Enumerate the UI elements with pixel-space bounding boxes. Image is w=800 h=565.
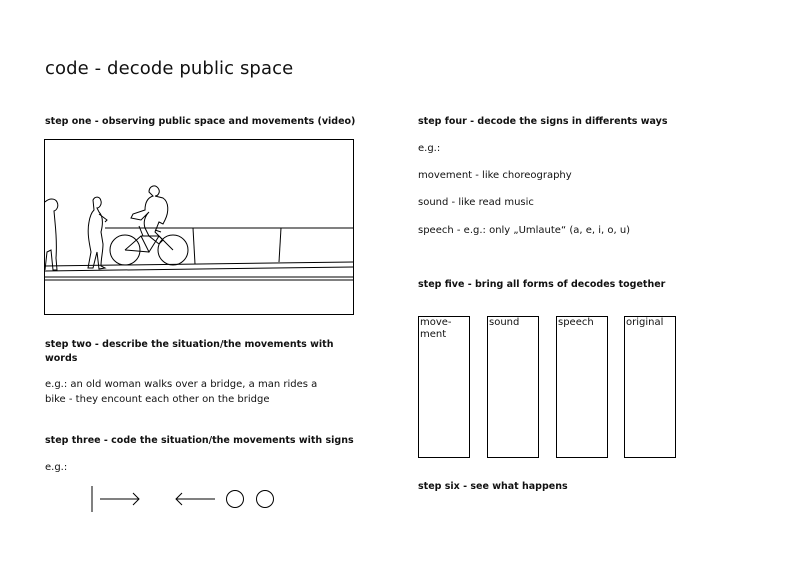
step-four-eg: e.g.:	[418, 143, 441, 154]
step-two-heading: step two - describe the situation/the movements with words	[45, 339, 334, 364]
circle-sign-icon	[257, 491, 274, 508]
page-title: code - decode public space	[45, 58, 294, 79]
step-three-heading: step three - code the situation/the movements with signs	[45, 435, 354, 446]
step-two-text: e.g.: an old woman walks over a bridge, a man rides a bike - they encount each other on the bridge	[45, 379, 318, 405]
movement-signs	[88, 484, 283, 514]
arrow-right-icon	[100, 493, 139, 505]
arrow-left-icon	[176, 493, 215, 505]
decode-item-speech: speech - e.g.: only „Umlaute“ (a, e, i, o, u)	[418, 225, 631, 236]
column-original	[624, 316, 676, 458]
column-label: speech	[558, 317, 594, 328]
step-three-eg: e.g.:	[45, 462, 68, 473]
decode-item-movement: movement - like choreography	[418, 170, 572, 181]
bridge-scene-illustration	[45, 140, 354, 315]
column-movement	[418, 316, 470, 458]
step-one-heading: step one - observing public space and movements (video)	[45, 116, 356, 127]
column-sound	[487, 316, 539, 458]
column-label: sound	[489, 317, 520, 328]
step-six-heading: step six - see what happens	[418, 481, 568, 492]
step-four-heading: step four - decode the signs in differents ways	[418, 116, 668, 127]
decode-item-sound: sound - like read music	[418, 197, 534, 208]
column-speech	[556, 316, 608, 458]
column-label: move-ment	[420, 317, 452, 340]
video-still-frame	[44, 139, 354, 315]
circle-sign-icon	[227, 491, 244, 508]
step-five-heading: step five - bring all forms of decodes together	[418, 279, 666, 290]
column-label: original	[626, 317, 664, 328]
